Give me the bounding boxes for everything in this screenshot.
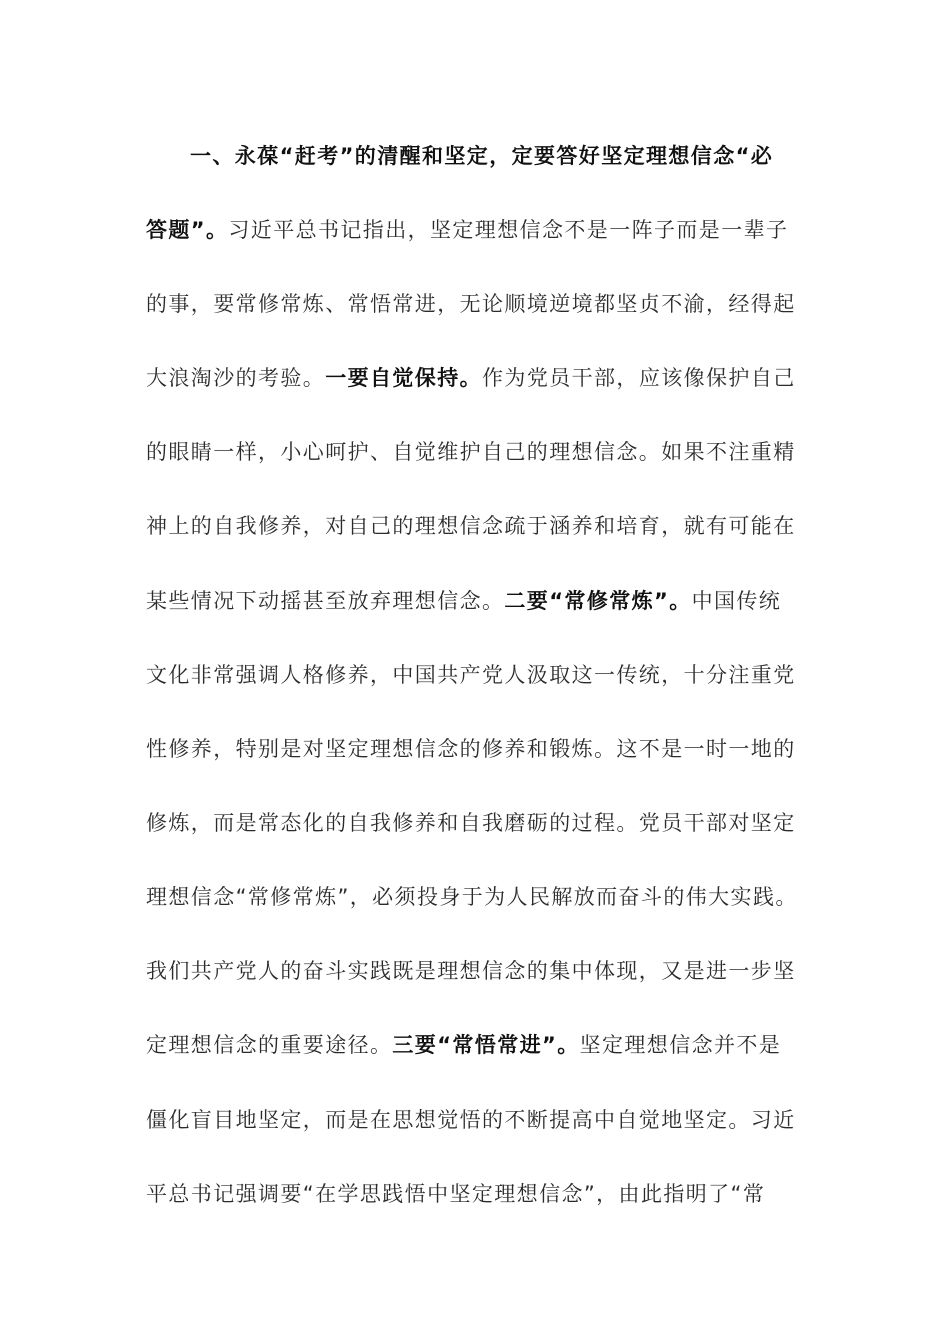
body-text: 我们共产党人的奋斗实践既是理想信念的集中体现，又是进一步坚 (146, 959, 796, 983)
paragraph-line (146, 438, 796, 466)
body-text: 大浪淘沙的考验。 (146, 366, 326, 390)
paragraph-line (146, 883, 798, 911)
body-text: 中国传统 (691, 589, 782, 613)
body-text: 文化非常强调人格修养，中国共产党人汲取这一传统，十分注重党 (146, 663, 796, 687)
body-text: 作为党员干部，应该像保护自己 (482, 366, 796, 390)
body-text: 修炼，而是常态化的自我修养和自我磨砺的过程。党员干部对坚定 (146, 811, 796, 835)
paragraph-line (146, 957, 796, 985)
body-text: 僵化盲目地坚定，而是在思想觉悟的不断提高中自觉地坚定。习近 (146, 1108, 796, 1132)
body-text: 坚定理想信念并不是 (579, 1033, 782, 1057)
paragraph-line (146, 290, 796, 318)
section-heading: 一、永葆“赶考”的清醒和坚定，定要答好坚定理想信念“必 (190, 144, 774, 168)
body-text: 定理想信念的重要途径。 (146, 1033, 393, 1057)
paragraph-line (146, 216, 788, 244)
body-text: 的眼睛一样，小心呵护、自觉维护自己的理想信念。如果不注重精 (146, 440, 796, 464)
body-text: 理想信念“常修常炼”，必须投身于为人民解放而奋斗的伟大实践。 (146, 885, 798, 909)
paragraph-line (146, 364, 796, 392)
body-text: 习近平总书记指出，坚定理想信念不是一阵子而是一辈子 (228, 218, 789, 242)
paragraph-line (146, 587, 781, 615)
body-text: 的事，要常修常炼、常悟常进，无论顺境逆境都坚贞不渝，经得起 (146, 292, 796, 316)
paragraph-line (146, 809, 796, 837)
paragraph-line (146, 1106, 796, 1134)
paragraph-line (146, 735, 796, 763)
paragraph-line (146, 512, 796, 540)
body-text: 某些情况下动摇甚至放弃理想信念。 (146, 589, 505, 613)
body-text: 平总书记强调要“在学思践悟中坚定理想信念”，由此指明了“常 (146, 1182, 766, 1206)
paragraph-line (146, 1180, 765, 1208)
paragraph-line (146, 1031, 781, 1059)
section-heading-end: 答题”。 (146, 218, 229, 242)
point-heading-three: 三要“常悟常进”。 (392, 1033, 580, 1057)
body-text: 性修养，特别是对坚定理想信念的修养和锻炼。这不是一时一地的 (146, 737, 796, 761)
point-heading-one: 一要自觉保持。 (325, 366, 483, 390)
body-text: 神上的自我修养，对自己的理想信念疏于涵养和培育，就有可能在 (146, 514, 796, 538)
point-heading-two: 二要“常修常炼”。 (504, 589, 692, 613)
paragraph-line (146, 661, 796, 689)
paragraph-line (190, 142, 773, 170)
